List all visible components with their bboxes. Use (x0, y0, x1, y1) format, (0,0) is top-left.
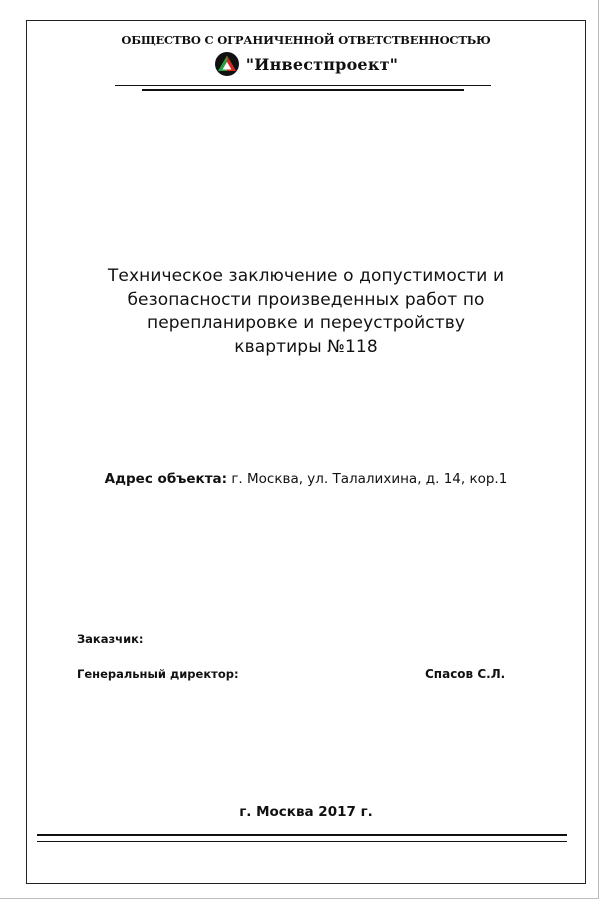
title-line: Техническое заключение о допустимости и (107, 266, 505, 286)
director-name: Спасов С.Л. (425, 667, 506, 681)
title-line: безопасности произведенных работ по (127, 289, 485, 310)
company-brand (27, 51, 585, 77)
triangle-in-circle-logo-icon (214, 51, 240, 77)
customer-label: Заказчик: (77, 632, 144, 646)
city-year: г. Москва 2017 г. (239, 804, 373, 820)
company-name: "Инвестпроект" (245, 54, 399, 74)
title-line: квартиры №118 (234, 336, 378, 357)
footer-rule-thin (37, 841, 567, 842)
document-title (57, 265, 555, 359)
object-address (27, 471, 585, 487)
address-label: Адрес объекта: (104, 471, 228, 487)
footer-rule-thick (37, 834, 567, 836)
document-frame (26, 20, 586, 884)
address-value: г. Москва, ул. Талалихина, д. 14, кор.1 (227, 471, 508, 487)
title-line: перепланировке и переустройству (147, 313, 465, 333)
header-rule-bottom (142, 89, 464, 91)
organization-type: ОБЩЕСТВО С ОГРАНИЧЕННОЙ ОТВЕТСТВЕННОСТЬЮ (121, 33, 491, 47)
director-label: Генеральный директор: (77, 667, 239, 681)
header-rule-top (115, 85, 491, 86)
